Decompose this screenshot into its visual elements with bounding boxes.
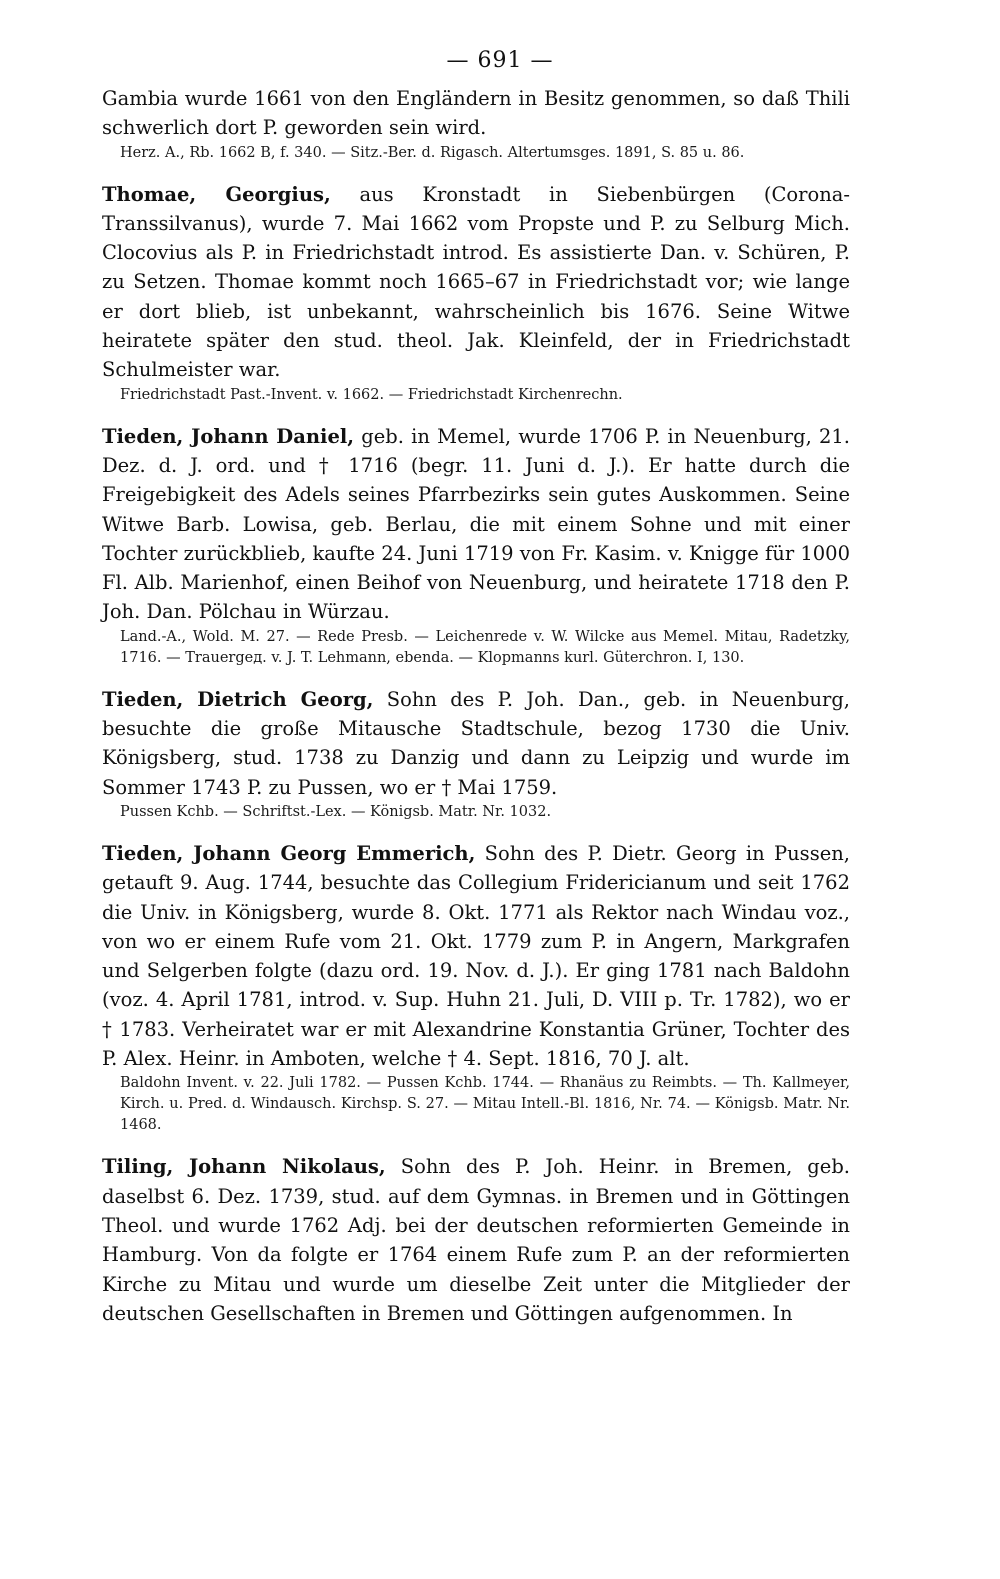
entry-name: Tieden, Dietrich Georg,: [102, 687, 374, 711]
entry-paragraph: [102, 839, 850, 1073]
entry-paragraph: [102, 422, 850, 627]
entry-paragraph: [102, 180, 850, 385]
entry-tiling: [102, 1152, 850, 1328]
entry-text: aus Kronstadt in Siebenbürgen (Corona-Transsilvanus), wurde 7. Mai 1662 vom Propste und P. zu Selburg Mich. Clocovius als P. in Friedrichstadt introd. Es assistierte Dan. v. Schüren, P. zu Setzen. Thomae kommt noch 1665–67 in Friedrichstadt vor; wie lange er dort blieb, ist unbekannt, wahrscheinlich bis 1676. Seine Witwe heiratete später den stud. theol. Jak. Kleinfeld, der in Friedrichstadt Schulmeister war.: [102, 182, 850, 382]
entry-tieden-dietrich-georg: [102, 685, 850, 823]
entry-name: Tieden, Johann Daniel,: [102, 424, 355, 448]
entry-tieden-johann-georg-emmerich: [102, 839, 850, 1136]
entry-source-citation: Land.-A., Wold. M. 27. — Rede Presb. — Leichenrede v. W. Wilcke aus Memel. Mitau, Radetzky, 1716. — Trauergед. v. J. T. Lehmann, ebenda. — Klopmanns kurl. Güterchron. I, 130.: [120, 628, 850, 666]
entry-text: Sohn des P. Joh. Heinr. in Bremen, geb. daselbst 6. Dez. 1739, stud. auf dem Gymnas. in Bremen und in Göttingen Theol. und wurde 1762 Adj. bei der deutschen reformierten Gemeinde in Hamburg. Von da folgte er 1764 einem Rufe zum P. an der reformierten Kirche zu Mitau und wurde um dieselbe Zeit unter die Mitglieder der deutschen Gesellschaften in Bremen und Göttingen aufgenommen. In: [102, 1155, 851, 1325]
intro-paragraph: Gambia wurde 1661 von den Engländern in Besitz genommen, so daß Thili schwerlich dort P. geworden sein wird.: [102, 87, 850, 140]
entry-text: Sohn des P. Joh. Dan., geb. in Neuenburg, besuchte die große Mitausche Stadtschule, bezog 1730 die Univ. Königsberg, stud. 1738 zu Danzig und dann zu Leipzig und wurde im Sommer 1743 P. zu Pussen, wo er † Mai 1759.: [102, 687, 851, 799]
entry-source-citation: Baldohn Invent. v. 22. Juli 1782. — Pussen Kchb. 1744. — Rhanäus zu Reimbts. — Th. Kallmeyer, Kirch. u. Pred. d. Windausch. Kirchsp. S. 27. — Mitau Intell.-Bl. 1816, Nr. 74. — Königsb. Matr. Nr. 1468.: [120, 1075, 850, 1134]
entry-thomae: [102, 180, 850, 406]
entry-name: Tiling, Johann Nikolaus,: [102, 1155, 386, 1179]
entry-paragraph: [102, 685, 850, 802]
entry-source-citation: Pussen Kchb. — Schriftst.-Lex. — Königsb. Matr. Nr. 1032.: [120, 803, 552, 820]
entry-text: Sohn des P. Dietr. Georg in Pussen, getauft 9. Aug. 1744, besuchte das Collegium Fridericianum und seit 1762 die Univ. in Königsberg, wurde 8. Okt. 1771 als Rektor nach Windau voz., von wo er einem Rufe vom 21. Okt. 1779 zum P. in Angern, Markgrafen und Selgerben folgte (dazu ord. 19. Nov. d. J.). Er ging 1781 nach Baldohn (voz. 4. April 1781, introd. v. Sup. Huhn 21. Juli, D. VIII p. Tr. 1782), wo er † 1783. Verheiratet war er mit Alexandrine Konstantia Grüner, Tochter des P. Alex. Heinr. in Amboten, welche † 4. Sept. 1816, 70 J. alt.: [102, 841, 850, 1071]
page-content: [102, 84, 850, 1328]
entry-text: geb. in Memel, wurde 1706 P. in Neuenburg, 21. Dez. d. J. ord. und † 1716 (begr. 11. Juni d. J.). Er hatte durch die Freigebigkeit des Adels seines Pfarrbezirks sein gutes Auskommen. Seine Witwe Barb. Lowisa, geb. Berlau, die mit einem Sohne und mit einer Tochter zurückblieb, kaufte 24. Juni 1719 von Fr. Kasim. v. Knigge für 1000 Fl. Alb. Marienhof, einen Beihof von Neuenburg, und heiratete 1718 den P. Joh. Dan. Pölchau in Würzau.: [102, 424, 850, 624]
entry-name: Thomae, Georgius,: [102, 182, 331, 206]
page-number: — 691 —: [446, 48, 554, 73]
entry-name: Tieden, Johann Georg Emmerich,: [102, 841, 476, 865]
entry-tieden-johann-daniel: [102, 422, 850, 669]
intro-source-citation: Herz. A., Rb. 1662 B, f. 340. — Sitz.-Ber. d. Rigasch. Altertumsges. 1891, S. 85 u. 86.: [120, 144, 745, 161]
entry-source-citation: Friedrichstadt Past.-Invent. v. 1662. — Friedrichstadt Kirchenrechn.: [120, 386, 623, 403]
entry-paragraph: [102, 1152, 850, 1328]
